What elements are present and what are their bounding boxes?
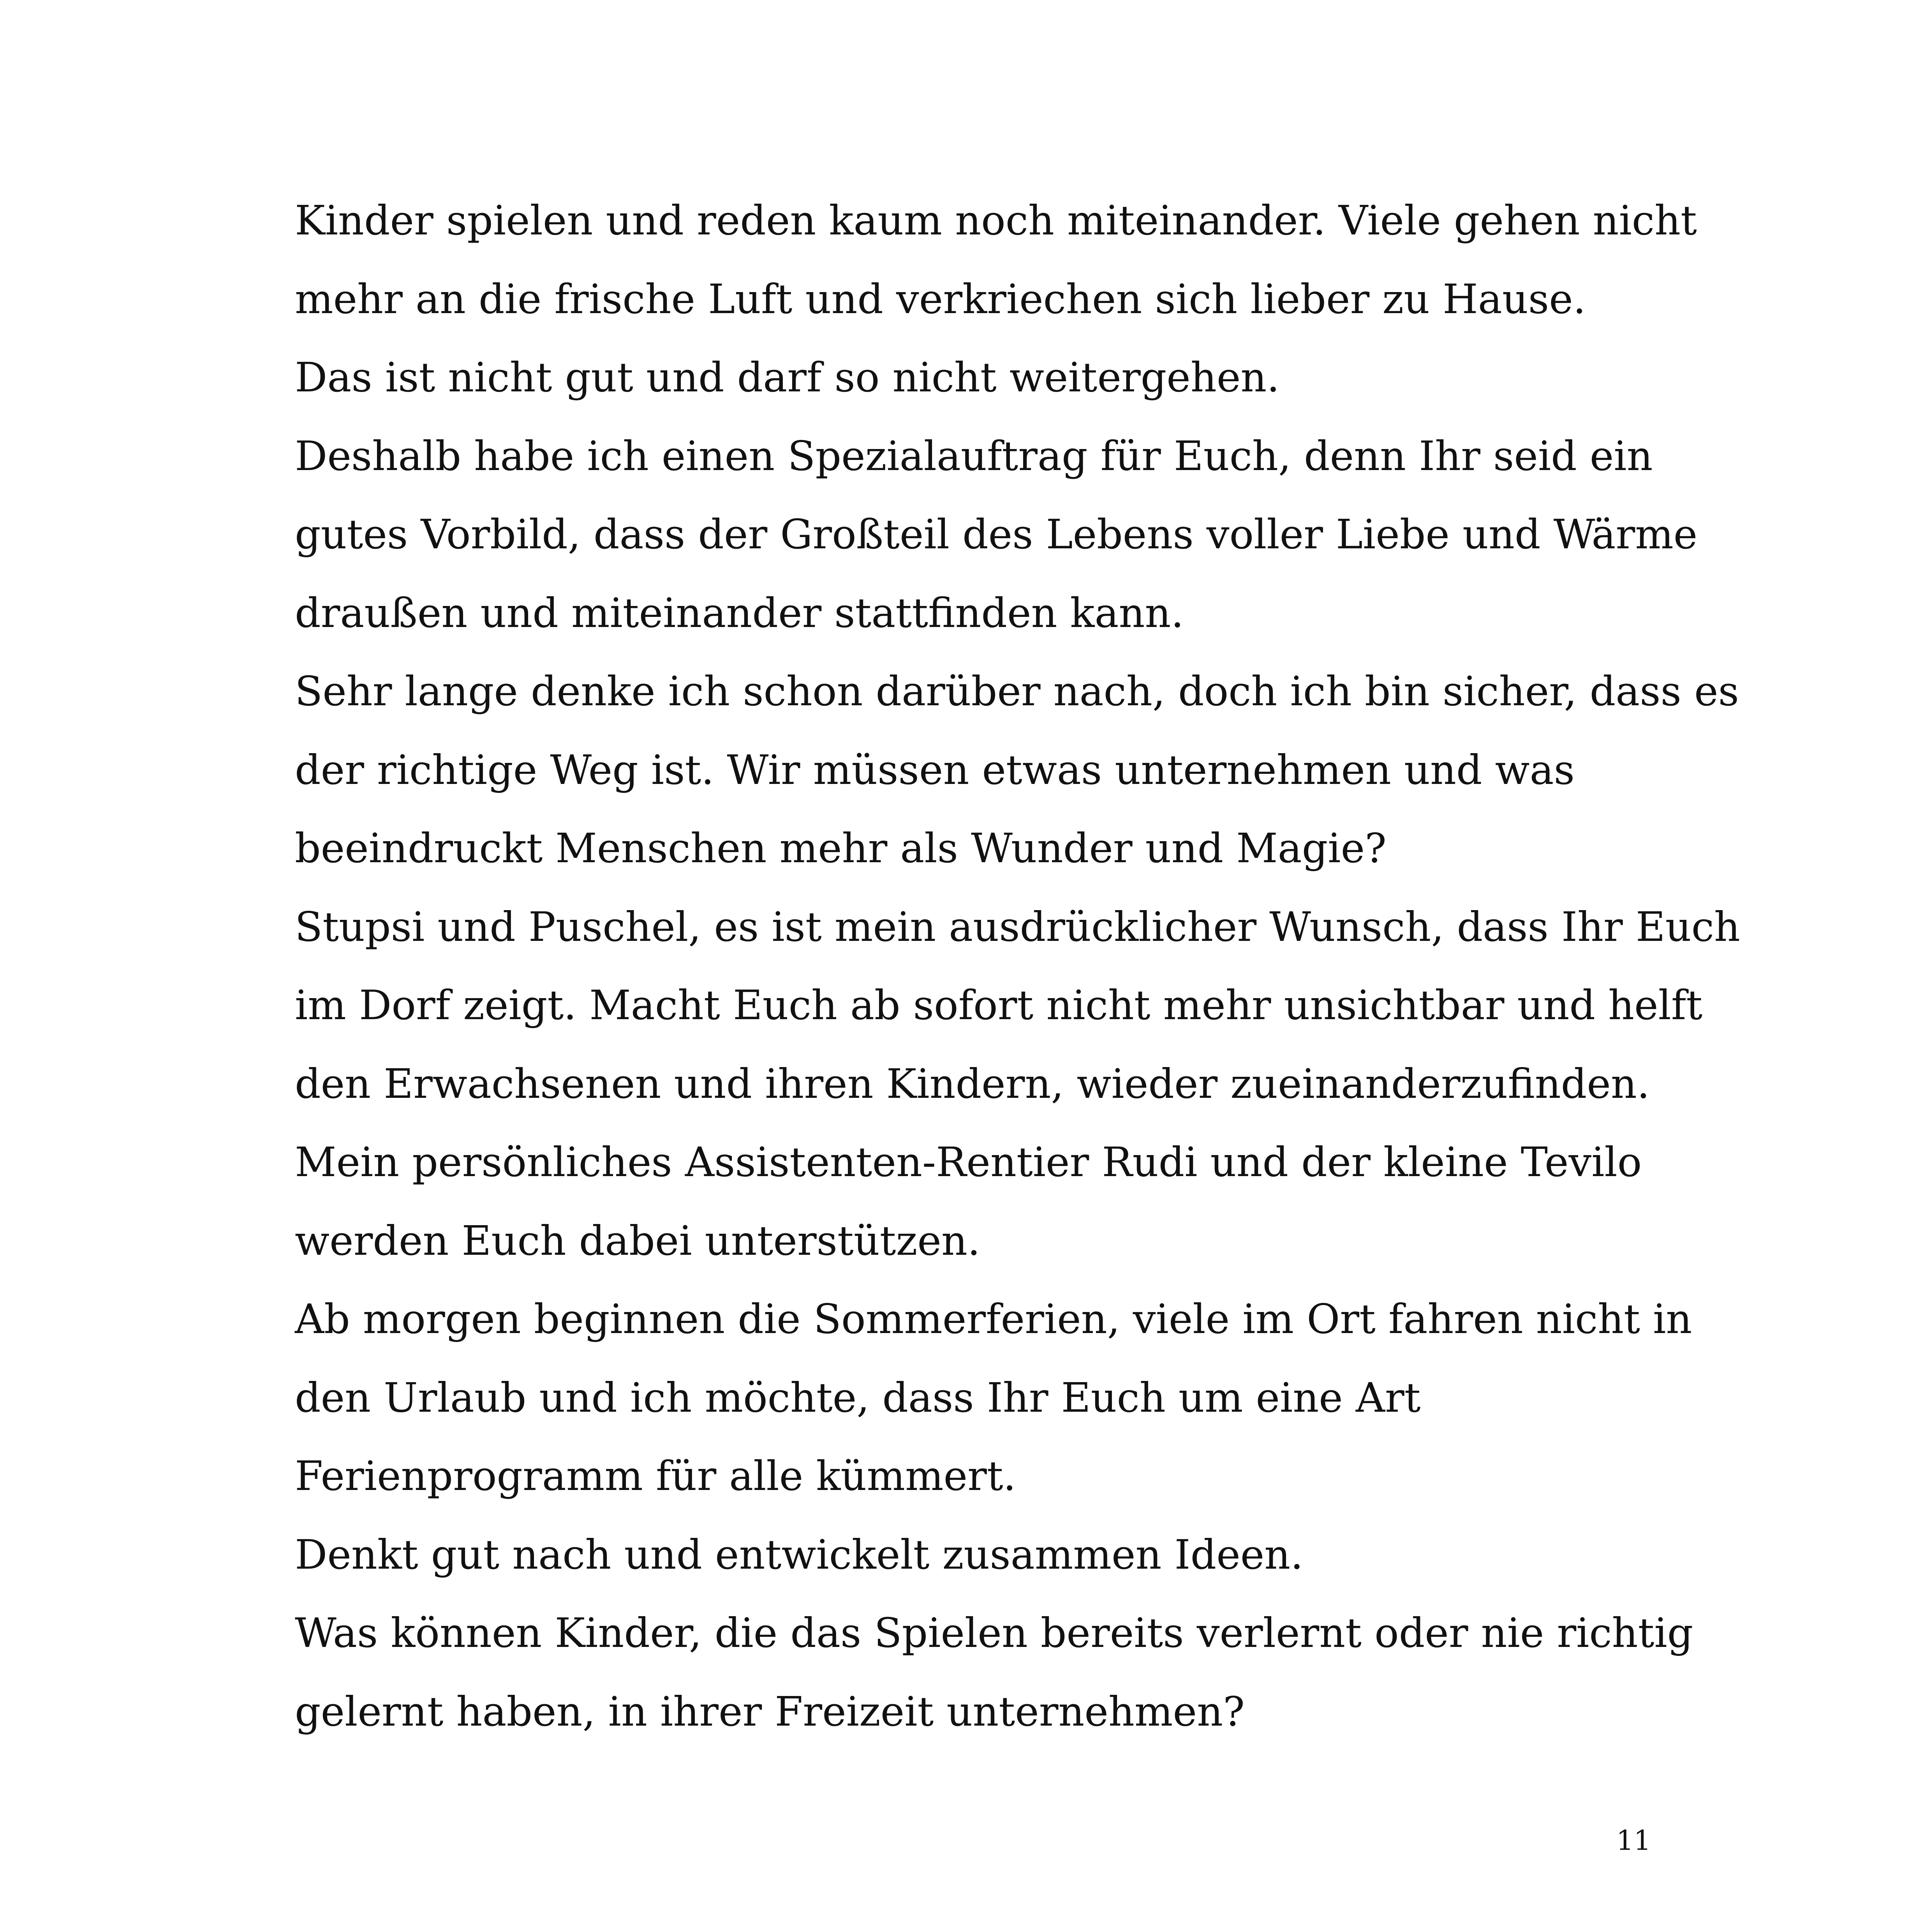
text-line: den Erwachsenen und ihren Kindern, wieder zueinanderzufinden. xyxy=(295,1060,1650,1108)
text-line: Was können Kinder, die das Spielen bereits verlernt oder nie richtig xyxy=(295,1609,1693,1657)
text-line: Denkt gut nach und entwickelt zusammen Ideen. xyxy=(295,1530,1304,1578)
text-line: werden Euch dabei unterstützen. xyxy=(295,1217,980,1265)
text-line: Stupsi und Puschel, es ist mein ausdrücklicher Wunsch, dass Ihr Euch xyxy=(295,903,1740,951)
text-line: der richtige Weg ist. Wir müssen etwas unternehmen und was xyxy=(295,746,1575,794)
text-line: Ab morgen beginnen die Sommerferien, viele im Ort fahren nicht in xyxy=(295,1295,1692,1343)
text-line: mehr an die frische Luft und verkriechen sich lieber zu Hause. xyxy=(295,275,1586,323)
body-text xyxy=(295,181,1740,1751)
text-line: Deshalb habe ich einen Spezialauftrag für Euch, denn Ihr seid ein xyxy=(295,432,1653,480)
text-line: Sehr lange denke ich schon darüber nach, doch ich bin sicher, dass es xyxy=(295,667,1739,715)
text-line: gutes Vorbild, dass der Großteil des Lebens voller Liebe und Wärme xyxy=(295,511,1698,558)
text-line: Das ist nicht gut und darf so nicht weitergehen. xyxy=(295,354,1280,401)
text-line: Ferienprogramm für alle kümmert. xyxy=(295,1452,1016,1500)
text-line: Mein persönliches Assistenten-Rentier Rudi und der kleine Tevilo xyxy=(295,1138,1642,1186)
text-line: im Dorf zeigt. Macht Euch ab sofort nicht mehr unsichtbar und helft xyxy=(295,981,1703,1029)
page-number: 11 xyxy=(1616,1825,1651,1856)
text-line: gelernt haben, in ihrer Freizeit unternehmen? xyxy=(295,1687,1245,1735)
text-line: den Urlaub und ich möchte, dass Ihr Euch um eine Art xyxy=(295,1374,1421,1421)
text-line: draußen und miteinander stattfinden kann. xyxy=(295,589,1184,637)
text-line: Kinder spielen und reden kaum noch miteinander. Viele gehen nicht xyxy=(295,197,1697,244)
text-line: beeindruckt Menschen mehr als Wunder und Magie? xyxy=(295,824,1387,872)
